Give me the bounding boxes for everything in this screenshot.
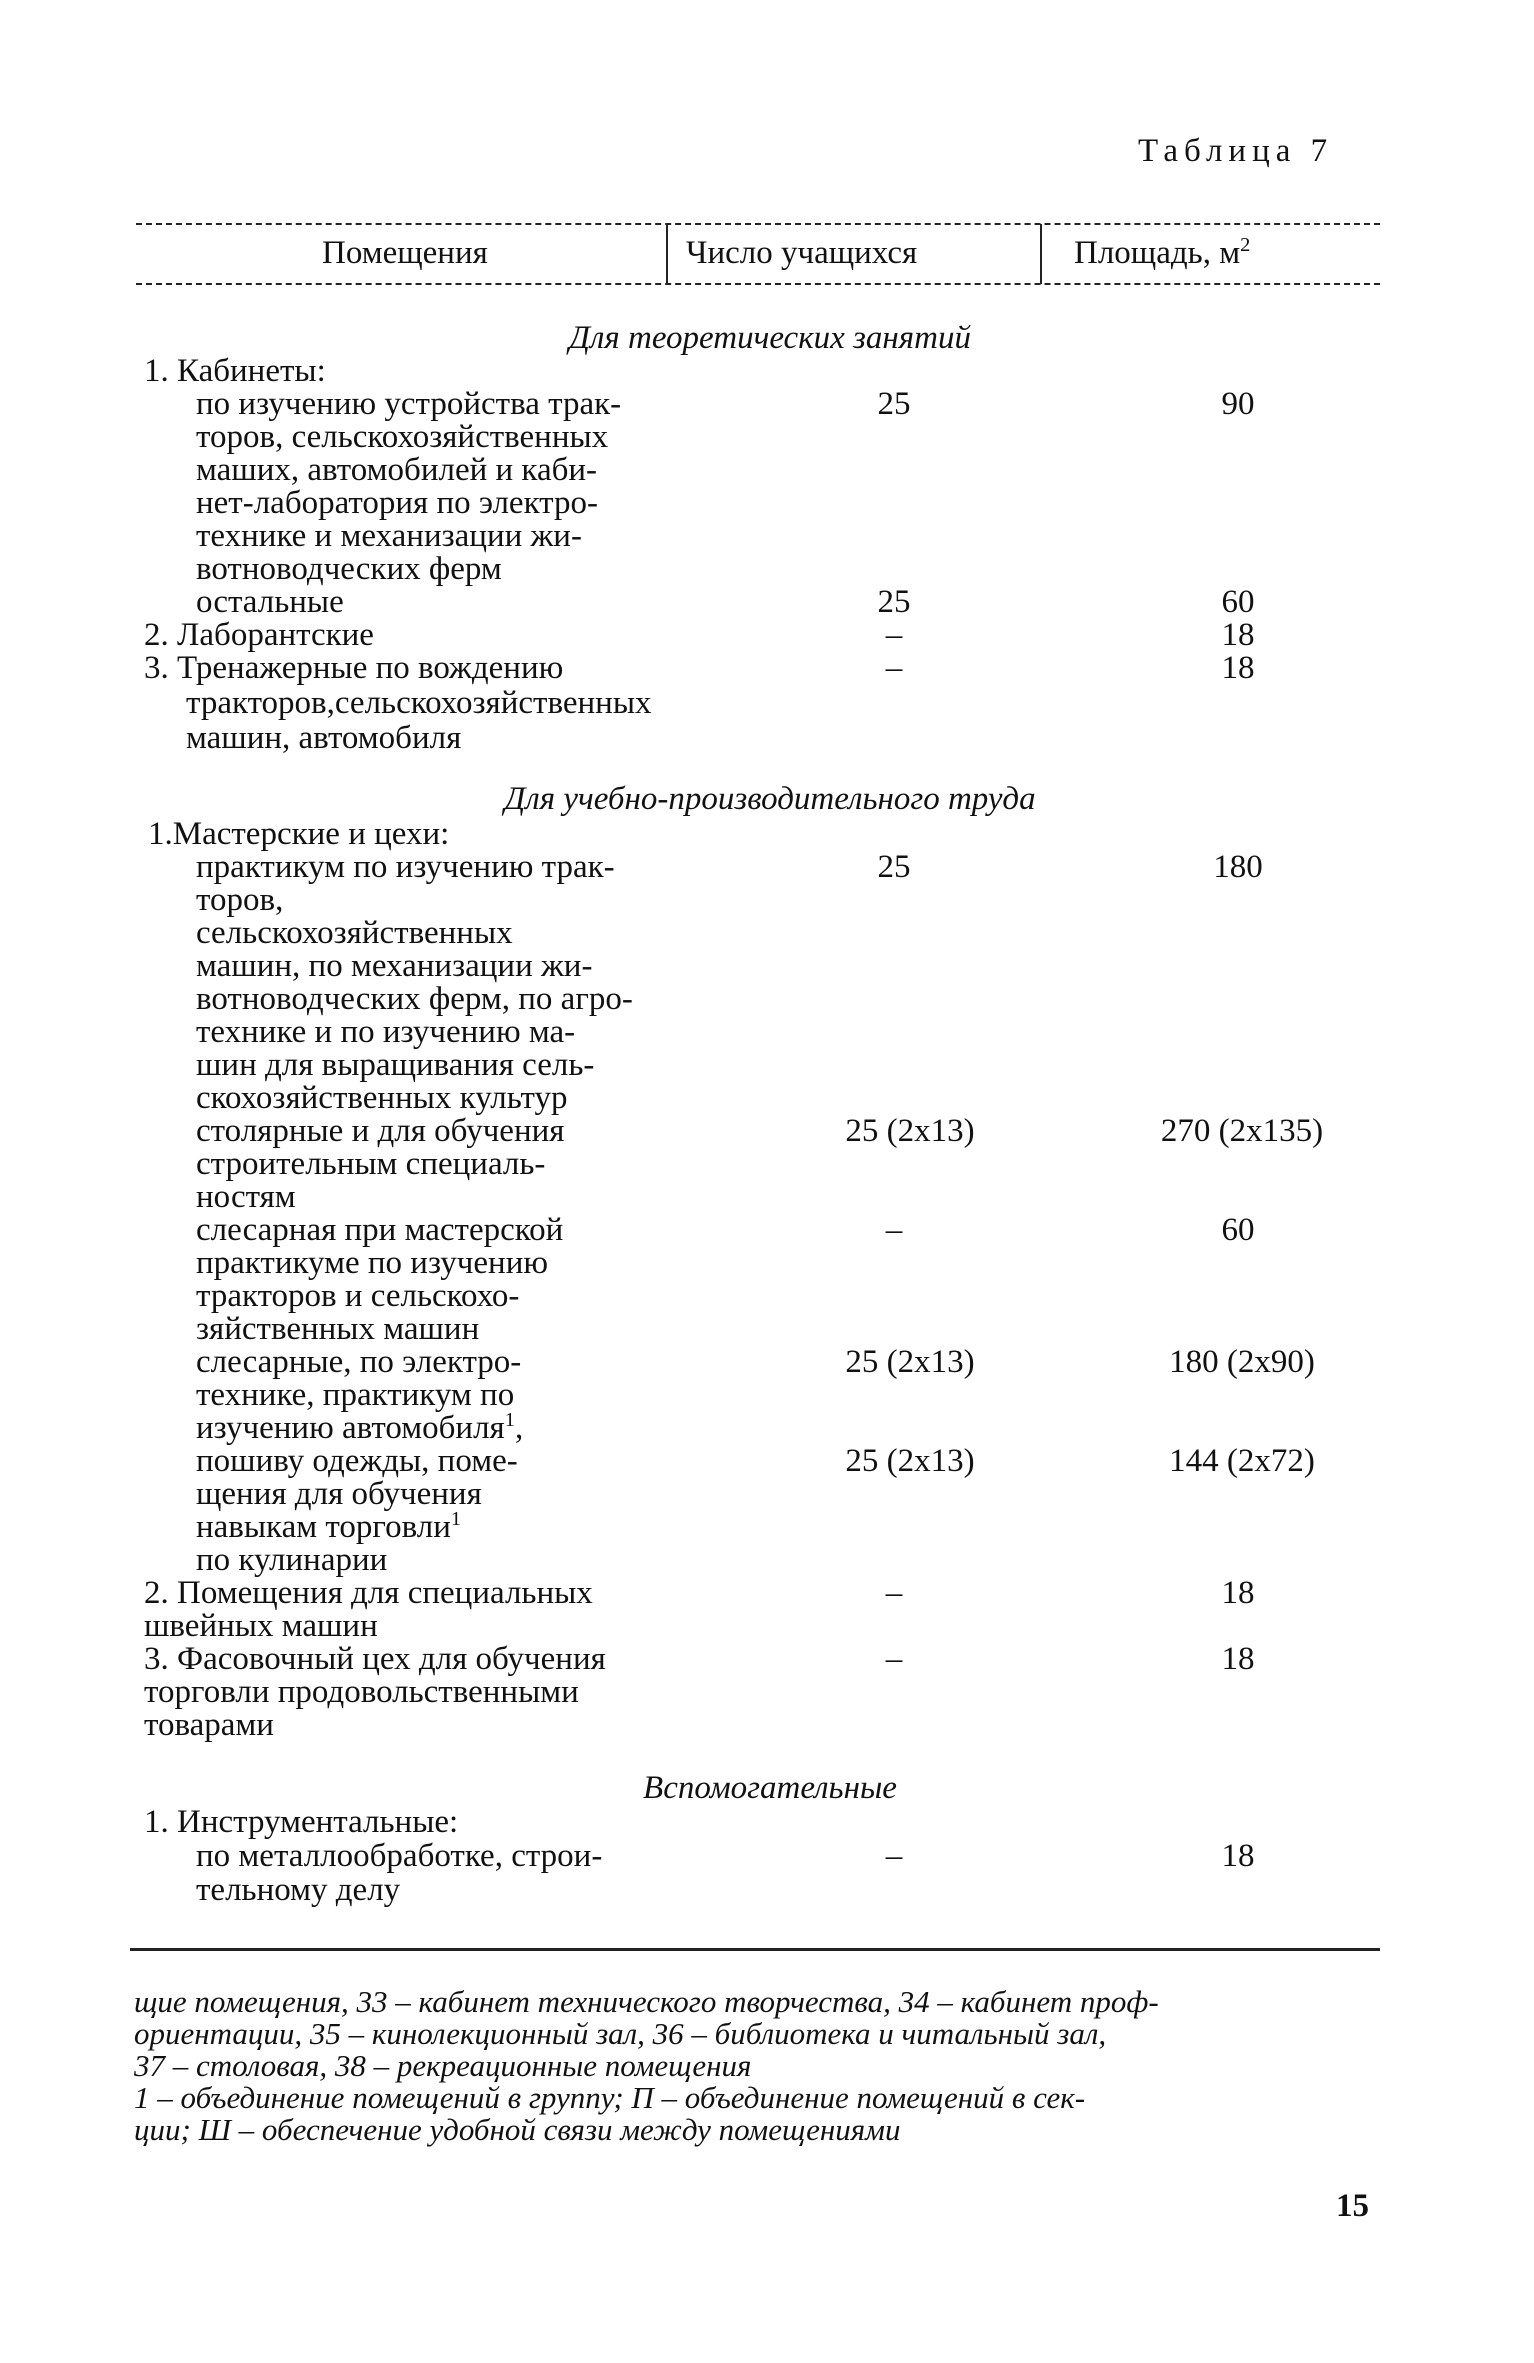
text-line: торов,	[196, 882, 284, 918]
area-value: 18	[1221, 1838, 1255, 1874]
text-line: пошиву одежды, поме-	[196, 1443, 518, 1479]
students-value: –	[885, 1838, 903, 1874]
area-value: 18	[1221, 650, 1255, 686]
students-value: –	[885, 617, 903, 653]
area-value: 18	[1221, 1575, 1255, 1611]
text-line: столярные и для обучения	[196, 1113, 565, 1149]
text-line: технике и по изучению ма-	[196, 1014, 576, 1050]
header-students: Число учащихся	[686, 235, 918, 271]
text-line: товарами	[144, 1707, 274, 1743]
section-title-theory: Для теоретических занятий	[569, 320, 971, 356]
text-line: 1.Мастерские и цехи:	[148, 816, 450, 852]
text-line: слесарная при мастерской	[196, 1212, 564, 1248]
text-line: зяйственных машин	[196, 1311, 480, 1347]
students-value: –	[885, 650, 903, 686]
text-line: сельскохозяйственных	[196, 915, 513, 951]
text-line: технике и механизации жи-	[196, 518, 582, 554]
area-value: 270 (2х135)	[1160, 1113, 1324, 1149]
header-area: Площадь, $м^2$	[1074, 234, 1251, 271]
students-value: 25	[877, 386, 911, 422]
header-divider-2	[1040, 224, 1042, 284]
text-line: торов, сельскохозяйственных	[196, 419, 609, 455]
text-line: тракторов и сельскохо-	[196, 1278, 520, 1314]
text-line: тельному делу	[196, 1872, 401, 1908]
area-value: 180	[1213, 849, 1263, 885]
text-line: 3. Тренажерные по вождению	[144, 650, 564, 686]
header-rooms: Помещения	[322, 235, 488, 271]
section-title-auxiliary: Вспомогательные	[643, 1770, 897, 1806]
students-value: 25 (2х13)	[845, 1344, 975, 1380]
text-line: практикум по изучению трак-	[196, 849, 615, 885]
text-line: 1. Кабинеты:	[144, 353, 326, 389]
text-line: слесарные, по электро-	[196, 1344, 522, 1380]
text-line: щения для обучения	[196, 1476, 482, 1512]
footnote-line: ции; Ш – обеспечение удобной связи между помещениями	[134, 2112, 901, 2147]
footnote-separator	[130, 1948, 1380, 1951]
students-value: 25 (2х13)	[845, 1113, 975, 1149]
students-value: 25	[877, 584, 911, 620]
text-line: практикуме по изучению	[196, 1245, 549, 1281]
text-line: вотноводческих ферм, по агро-	[196, 981, 633, 1017]
text-line: строительным специаль-	[196, 1146, 546, 1182]
students-value: 25	[877, 849, 911, 885]
text-line: торговли продовольственными	[144, 1674, 579, 1710]
text-line: маших, автомобилей и каби-	[196, 452, 598, 488]
text-line: технике, практикум по	[196, 1377, 515, 1413]
text-line: 2. Помещения для специальных	[144, 1575, 593, 1611]
header-bottom-rule	[136, 283, 1380, 285]
area-value: 90	[1221, 386, 1255, 422]
text-line: 1. Инструментальные:	[144, 1804, 459, 1840]
header-top-rule	[136, 223, 1380, 225]
text-line: 3. Фасовочный цех для обучения	[144, 1641, 606, 1677]
text-line: скохозяйственных культур	[196, 1080, 568, 1116]
footnote-line: 37 – столовая, 38 – рекреационные помещения	[134, 2048, 752, 2083]
text-line: навыкам торговли$^1$	[196, 1508, 462, 1545]
text-line: изучению автомобиля$^1$,	[196, 1409, 524, 1446]
text-line: машин, автомобиля	[186, 720, 462, 756]
area-value: 18	[1221, 1641, 1255, 1677]
text-line: нет-лаборатория по электро-	[196, 485, 598, 521]
text-line: по металлообработке, строи-	[196, 1838, 603, 1874]
area-value: 144 (2х72)	[1169, 1443, 1315, 1479]
table-label: Таблица 7	[1138, 133, 1334, 169]
text-line: вотноводческих ферм	[196, 551, 502, 587]
text-line: 2. Лаборантские	[144, 617, 374, 653]
section-title-production: Для учебно-производительного труда	[504, 781, 1036, 817]
area-value: 60	[1221, 1212, 1255, 1248]
footnote-line: 1 – объединение помещений в группу; П – объединение помещений в сек-	[134, 2080, 1086, 2115]
students-value: –	[885, 1641, 903, 1677]
text-line: машин, по механизации жи-	[196, 948, 593, 984]
area-value: 60	[1221, 584, 1255, 620]
footnote-line: щие помещения, 33 – кабинет технического творчества, 34 – кабинет проф-	[134, 1984, 1159, 2019]
students-value: –	[885, 1575, 903, 1611]
footnote-line: ориентации, 35 – кинолекционный зал, 36 – библиотека и читальный зал,	[134, 2016, 1107, 2051]
header-divider-1	[666, 224, 668, 284]
text-line: тракторов,сельскохозяйственных	[186, 685, 652, 721]
text-line: остальные	[196, 584, 344, 620]
area-value: 18	[1221, 617, 1255, 653]
area-value: 180 (2х90)	[1169, 1344, 1315, 1380]
text-line: шин для выращивания сель-	[196, 1047, 595, 1083]
page-number: 15	[1336, 2188, 1369, 2224]
text-line: по изучению устройства трак-	[196, 386, 622, 422]
text-line: ностям	[196, 1179, 296, 1215]
students-value: –	[885, 1212, 903, 1248]
students-value: 25 (2х13)	[845, 1443, 975, 1479]
text-line: по кулинарии	[196, 1542, 388, 1578]
text-line: швейных машин	[144, 1608, 378, 1644]
